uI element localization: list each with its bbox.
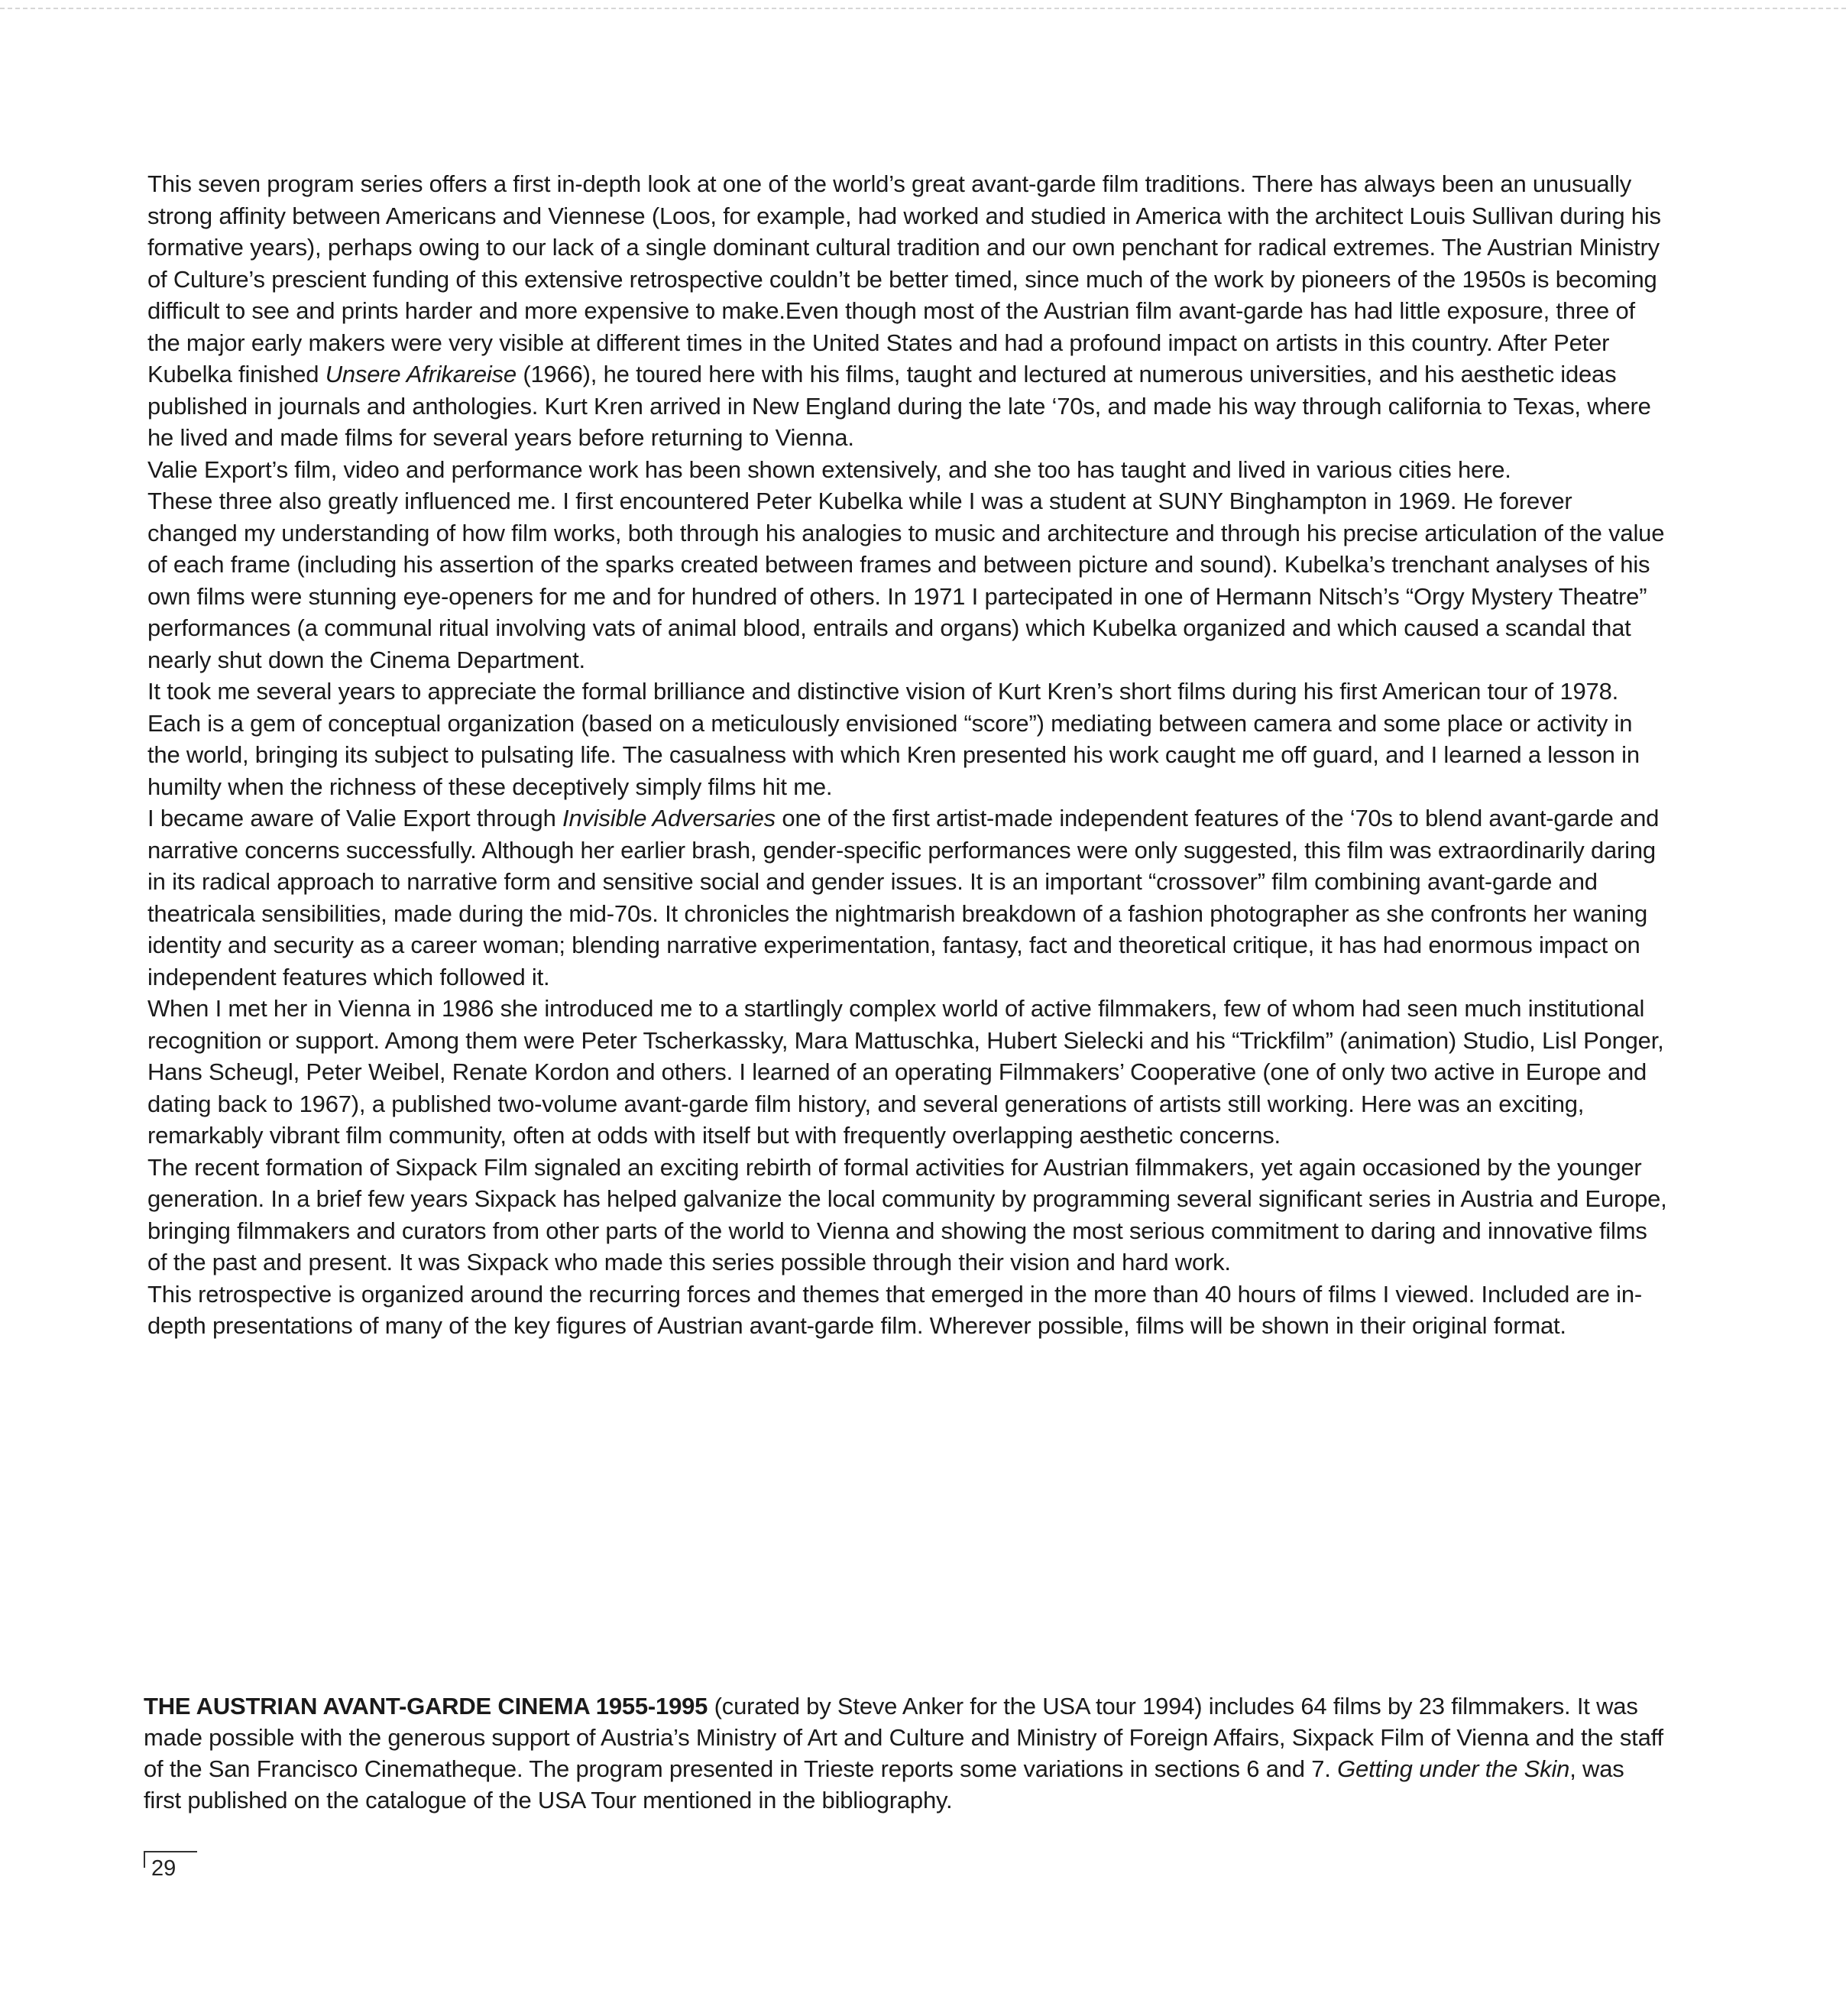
page-number-rule-vertical (144, 1851, 145, 1868)
program-title: THE AUSTRIAN AVANT-GARDE CINEMA 1955-1995 (144, 1693, 708, 1719)
essay-body (147, 168, 1668, 1342)
paragraph: It took me several years to appreciate the formal brilliance and distinctive vision of Kurt Kren’s short films during his first American tour of 1978. Each is a gem of conceptual organization (based on a meticulously envisioned “score”) mediating between camera and some place or activity in the world, bringing its subject to pulsating life. The casualness with which Kren presented his work caught me off guard, and I learned a lesson in humilty when the richness of these deceptively simply films hit me. (147, 678, 1640, 800)
page-number: 29 (151, 1856, 177, 1881)
paragraph: The recent formation of Sixpack Film signaled an exciting rebirth of formal activities for Austrian filmmakers, yet again occasioned by the younger generation. In a brief few years Sixpack has helped galvanize the local community by programming several significant series in Austria and Europe, bringing filmmakers and curators from other parts of the world to Vienna and showing the most serious commitment to daring and innovative films of the past and present. It was Sixpack who made this series possible through their vision and hard work. (147, 1153, 1667, 1275)
paragraph: These three also greatly influenced me. I first encountered Peter Kubelka while I was a student at SUNY Binghampton in 1969. He forever changed my understanding of how film works, both through his analogies to music and architecture and through his precise articulation of the value of each frame (including his assertion of the sparks created between frames and between picture and sound). Kubelka’s trenchant analyses of his own films were stunning eye-openers for me and for hundred of others. In 1971 I partecipated in one of Hermann Nitsch’s “Orgy Mystery Theatre” performances (a communal ritual involving vats of animal blood, entrails and organs) which Kubelka organized and which caused a scandal that nearly shut down the Cinema Department. (147, 488, 1665, 673)
essay-title: Getting under the Skin (1337, 1755, 1570, 1782)
paragraph: This seven program series offers a first in-depth look at one of the world’s great avant-garde film traditions. There has always been an unusually strong affinity between Americans and Viennese (Loos, for example, had worked and studied in America with the architect Louis Sullivan during his formative years), perhaps owing to our lack of a single dominant cultural tradition and our own penchant for radical extremes. The Austrian Ministry of Culture’s prescient funding of this extensive retrospective couldn’t be better timed, since much of the work by pioneers of the 1950s is becoming difficult to see and prints harder and more expensive to make.Even though most of the Austrian film avant-garde has had little exposure, three of the major early makers were very visible at different times in the United States and had a profound impact on artists in this country. After Peter Kubelka finished Unsere Afrikareise (1966), he toured here with his films, taught and lectured at numerous universities, and his aesthetic ideas published in journals and anthologies. Kurt Kren arrived in New England during the late ‘70s, and made his way through california to Texas, where he lived and made films for several years before returning to Vienna. (147, 170, 1661, 451)
credits-paragraph: THE AUSTRIAN AVANT-GARDE CINEMA 1955-1995 (curated by Steve Anker for the USA tour 1994) includes 64 films by 23 filmmakers. It was made possible with the generous support of Austria’s Ministry of Art and Culture and Ministry of Foreign Affairs, Sixpack Film of Vienna and the staff of the San Francisco Cinematheque. The program presented in Trieste reports some variations in sections 6 and 7. Getting under the Skin, was first published on the catalogue of the USA Tour mentioned in the bibliography. (144, 1693, 1663, 1813)
page-number-rule (144, 1851, 197, 1852)
paragraph: When I met her in Vienna in 1986 she introduced me to a startlingly complex world of active filmmakers, few of whom had seen much institutional recognition or support. Among them were Peter Tscherkassky, Mara Mattuschka, Hubert Sielecki and his “Trickfilm” (animation) Studio, Lisl Ponger, Hans Scheugl, Peter Weibel, Renate Kordon and others. I learned of an operating Filmmakers’ Cooperative (one of only two active in Europe and dating back to 1967), a published two-volume avant-garde film history, and several generations of artists still working. Here was an exciting, remarkably vibrant film community, often at odds with itself but with frequently overlapping aesthetic concerns. (147, 995, 1664, 1149)
paragraph: Valie Export’s film, video and performance work has been shown extensively, and she too has taught and lived in various cities here. (147, 455, 1511, 483)
paragraph: I became aware of Valie Export through Invisible Adversaries one of the first artist-made independent features of the ‘70s to blend avant-garde and narrative concerns successfully. Although her earlier brash, gender-specific performances were only suggested, this film was extraordinarily daring in its radical approach to narrative form and sensitive social and gender issues. It is an important “crossover” film combining avant-garde and theatricala sensibilities, made during the mid-70s. It chronicles the nightmarish breakdown of a fashion photographer as she confronts her waning identity and security as a career woman; blending narrative experimentation, fantasy, fact and theoretical critique, it has had enormous impact on independent features which followed it. (147, 805, 1660, 990)
credits-note (144, 1690, 1664, 1816)
film-title-unsere-afrikareise: Unsere Afrikareise (325, 361, 517, 387)
scan-border-line (0, 8, 1846, 9)
paragraph: This retrospective is organized around the recurring forces and themes that emerged in the more than 40 hours of films I viewed. Included are in-depth presentations of many of the key figures of Austrian avant-garde film. Wherever possible, films will be shown in their original format. (147, 1280, 1643, 1339)
film-title-invisible-adversaries: Invisible Adversaries (562, 805, 776, 831)
